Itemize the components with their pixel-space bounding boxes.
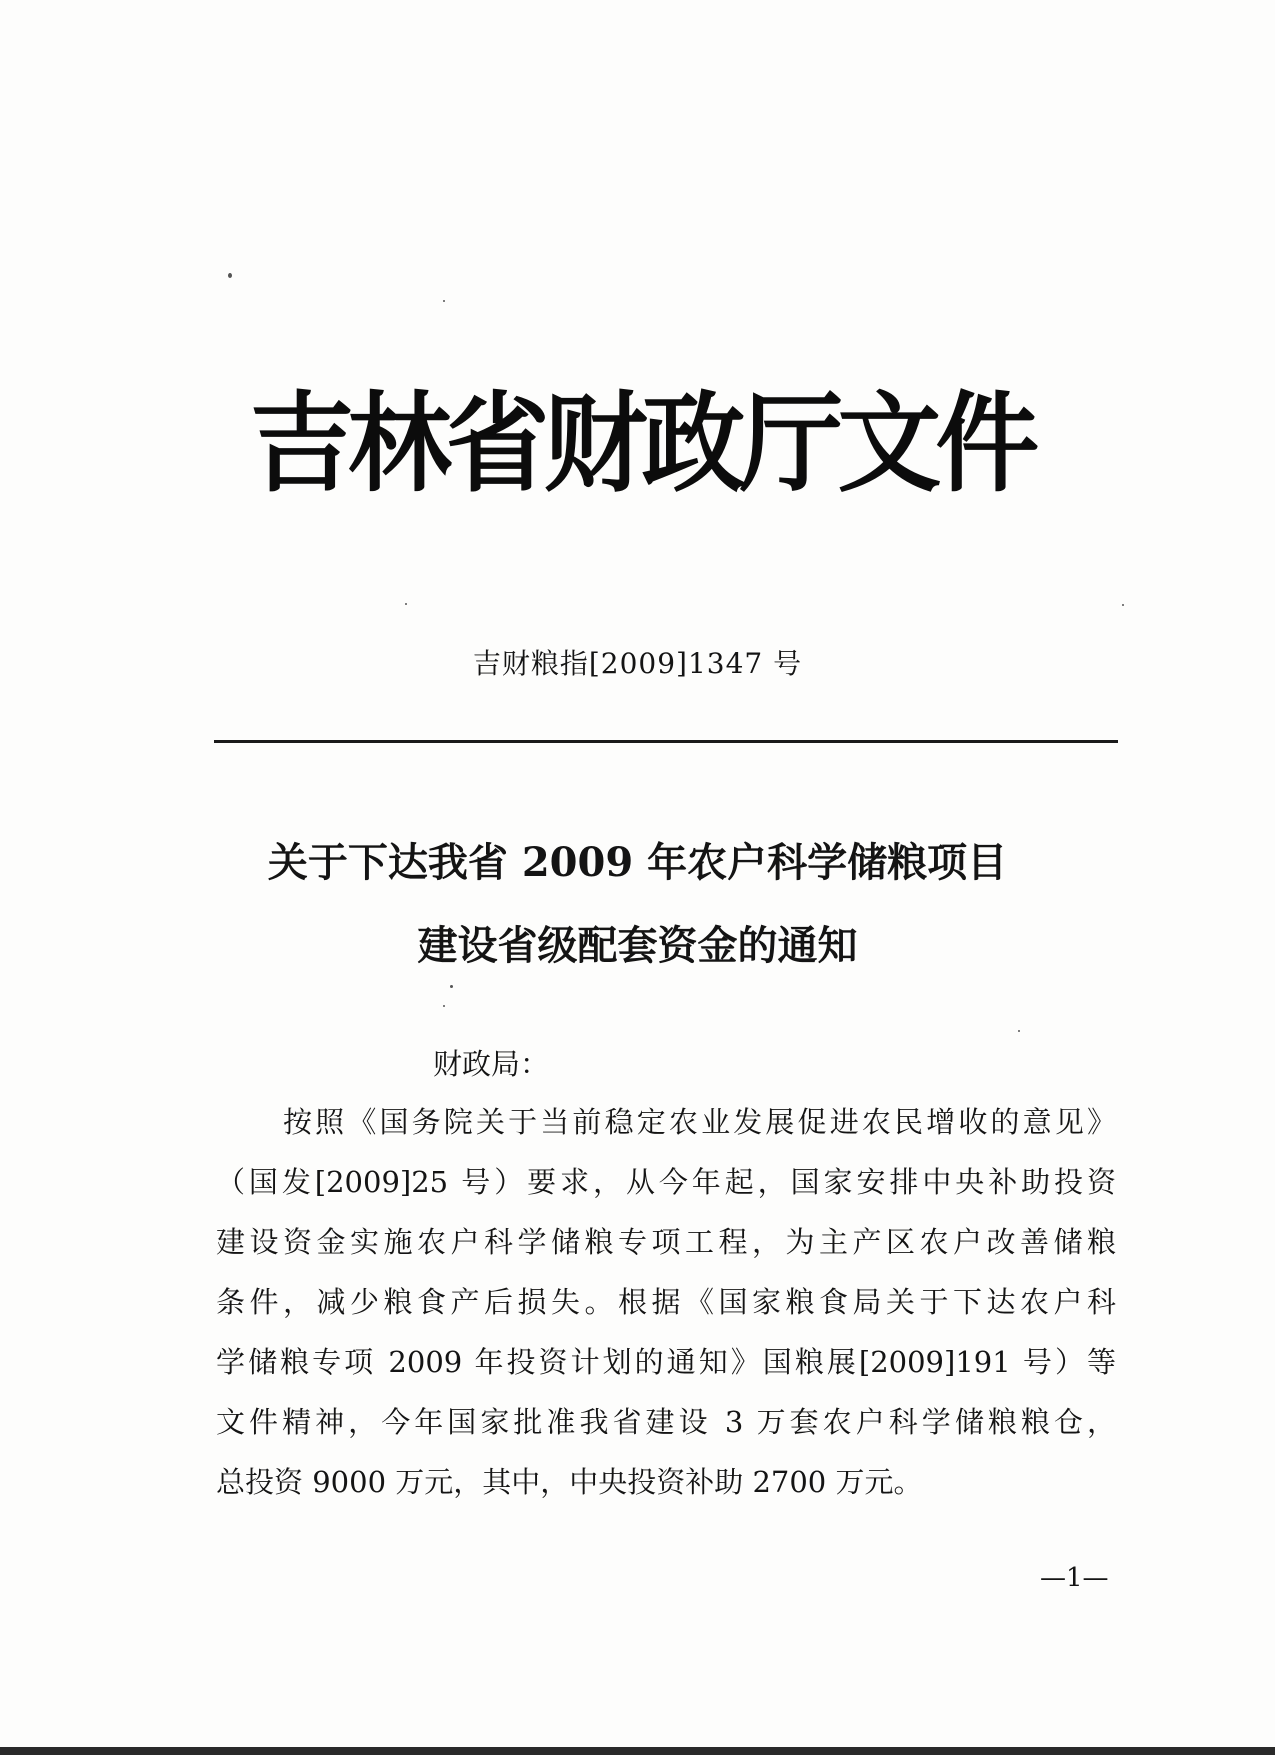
scan-bottom-edge bbox=[0, 1747, 1275, 1755]
body-paragraph-line: 按照《国务院关于当前稳定农业发展促进农民增收的意见》 bbox=[283, 1105, 1116, 1139]
body-paragraph-line: （国发[2009]25 号）要求，从今年起，国家安排中央补助投资 bbox=[216, 1165, 1116, 1199]
scan-speck bbox=[1122, 604, 1124, 606]
document-header: 吉林省财政厅文件 bbox=[250, 382, 1034, 507]
scan-speck bbox=[443, 300, 445, 302]
scan-speck bbox=[228, 273, 232, 278]
scan-speck bbox=[443, 1005, 445, 1007]
body-paragraph-line: 条件，减少粮食产后损失。根据《国家粮食局关于下达农户科 bbox=[216, 1285, 1116, 1319]
page-number: —1— bbox=[1040, 1563, 1109, 1593]
salutation: 财政局： bbox=[433, 1047, 550, 1081]
header-divider bbox=[214, 740, 1118, 743]
body-paragraph-line: 文件精神，今年国家批准我省建设 3 万套农户科学储粮粮仓， bbox=[216, 1405, 1116, 1439]
document-title-line-2: 建设省级配套资金的通知 bbox=[417, 922, 858, 969]
document-title-line-1: 关于下达我省 2009 年农户科学储粮项目 bbox=[267, 839, 1008, 886]
scan-speck bbox=[450, 985, 453, 988]
body-paragraph-line: 学储粮专项 2009 年投资计划的通知》国粮展[2009]191 号）等 bbox=[216, 1345, 1116, 1379]
body-paragraph-line: 总投资 9000 万元，其中，中央投资补助 2700 万元。 bbox=[216, 1465, 923, 1499]
scan-speck bbox=[405, 603, 407, 605]
document-number: 吉财粮指[2009]1347 号 bbox=[472, 647, 803, 680]
scan-speck bbox=[1018, 1030, 1020, 1032]
body-paragraph-line: 建设资金实施农户科学储粮专项工程，为主产区农户改善储粮 bbox=[216, 1225, 1116, 1259]
